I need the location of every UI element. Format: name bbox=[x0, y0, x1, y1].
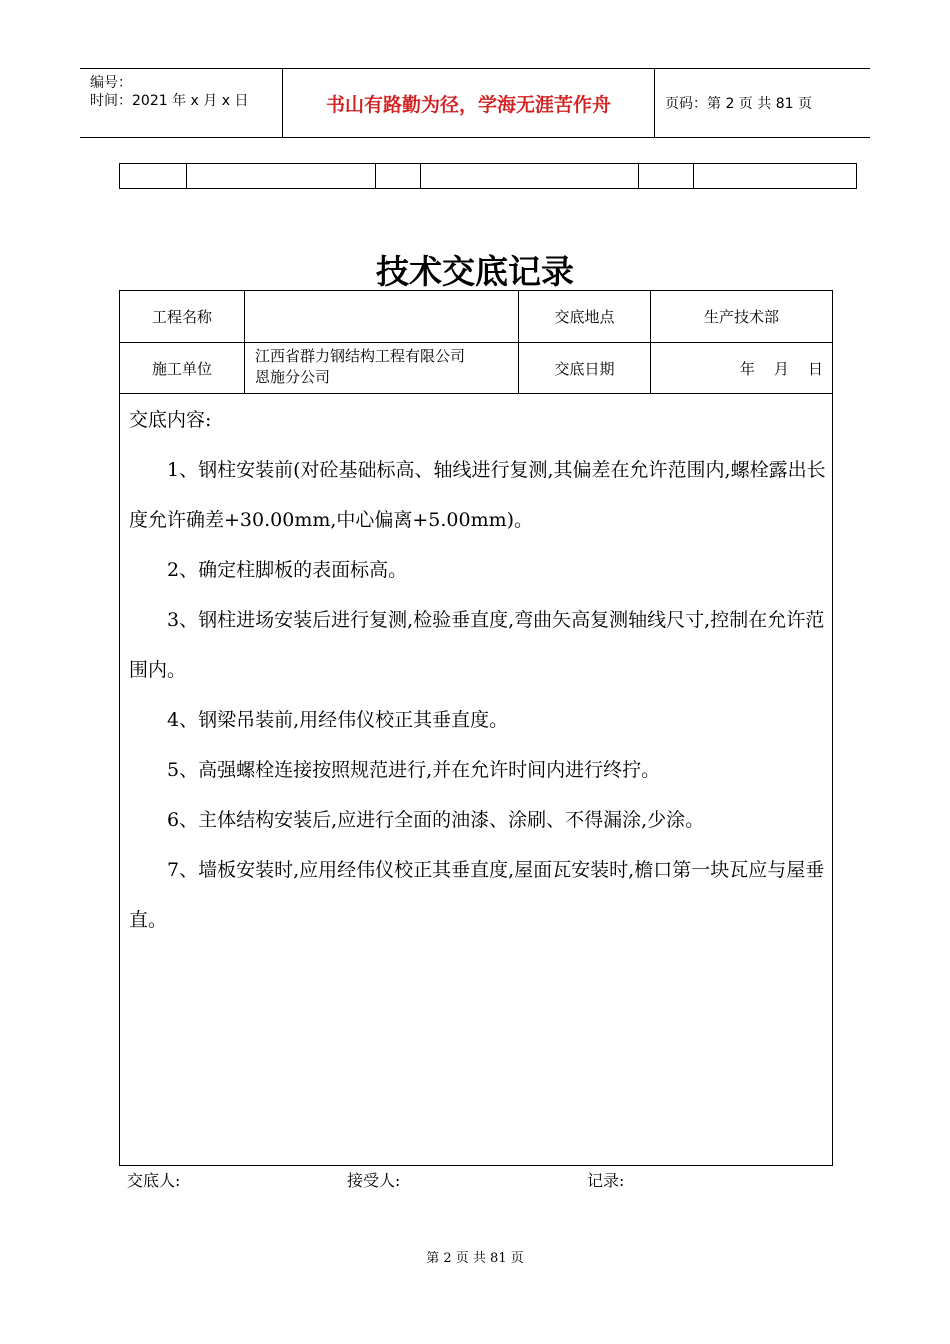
header-motto: 书山有路勤为径，学海无涯苦作舟 bbox=[283, 69, 655, 137]
date-label: 交底日期 bbox=[554, 359, 615, 378]
header-page-info: 页码：第 2 页 共 81 页 bbox=[665, 96, 812, 112]
content-item: 4、钢梁吊装前,用经伟仪校正其垂直度。 bbox=[167, 709, 509, 731]
empty-cell bbox=[421, 164, 639, 188]
disclosure-content bbox=[129, 395, 829, 945]
page-header bbox=[80, 68, 870, 138]
header-meta bbox=[80, 69, 283, 137]
empty-cell bbox=[187, 164, 376, 188]
location-value: 生产技术部 bbox=[703, 308, 779, 326]
presenter-signature-label: 交底人: bbox=[127, 1171, 181, 1190]
construction-unit-value bbox=[255, 346, 515, 388]
content-item: 7、墙板安装时,应用经伟仪校正其垂直度,屋面瓦安装时,檐口第一块瓦应与屋垂直。 bbox=[129, 859, 825, 931]
time-label: 时间：2021 年 x 月 x 日 bbox=[90, 93, 249, 109]
page-footer: 第 2 页 共 81 页 bbox=[426, 1251, 524, 1266]
number-label: 编号： bbox=[90, 75, 132, 91]
content-item: 5、高强螺栓连接按照规范进行,并在允许时间内进行终拧。 bbox=[167, 759, 661, 781]
receiver-signature-label: 接受人: bbox=[347, 1171, 401, 1190]
construction-unit-line: 恩施分公司 bbox=[255, 368, 331, 386]
document-title: 技术交底记录 bbox=[376, 252, 574, 291]
content-item: 2、确定柱脚板的表面标高。 bbox=[167, 559, 408, 581]
content-item: 6、主体结构安装后,应进行全面的油漆、涂刷、不得漏涂,少涂。 bbox=[167, 809, 705, 831]
project-name-label: 工程名称 bbox=[151, 308, 212, 326]
project-name-value bbox=[245, 291, 518, 342]
date-value: 年 月 日 bbox=[739, 359, 823, 378]
empty-cell bbox=[120, 164, 187, 188]
location-label: 交底地点 bbox=[554, 308, 615, 326]
row-divider bbox=[120, 393, 832, 394]
content-item: 1、钢柱安装前(对砼基础标高、轴线进行复测,其偏差在允许范围内,螺栓露出长度允许确差+30.00mm,中心偏离+5.00mm)。 bbox=[129, 459, 826, 531]
content-heading: 交底内容: bbox=[129, 409, 212, 431]
disclosure-record-table bbox=[119, 290, 833, 1166]
empty-cell bbox=[376, 164, 421, 188]
construction-unit-line: 江西省群力钢结构工程有限公司 bbox=[255, 347, 466, 365]
content-item: 3、钢柱进场安装后进行复测,检验垂直度,弯曲矢高复测轴线尺寸,控制在允许范围内。 bbox=[129, 609, 825, 681]
construction-unit-label: 施工单位 bbox=[151, 359, 212, 378]
empty-cell bbox=[639, 164, 694, 188]
empty-grid-row bbox=[119, 163, 857, 189]
recorder-signature-label: 记录: bbox=[587, 1171, 625, 1190]
